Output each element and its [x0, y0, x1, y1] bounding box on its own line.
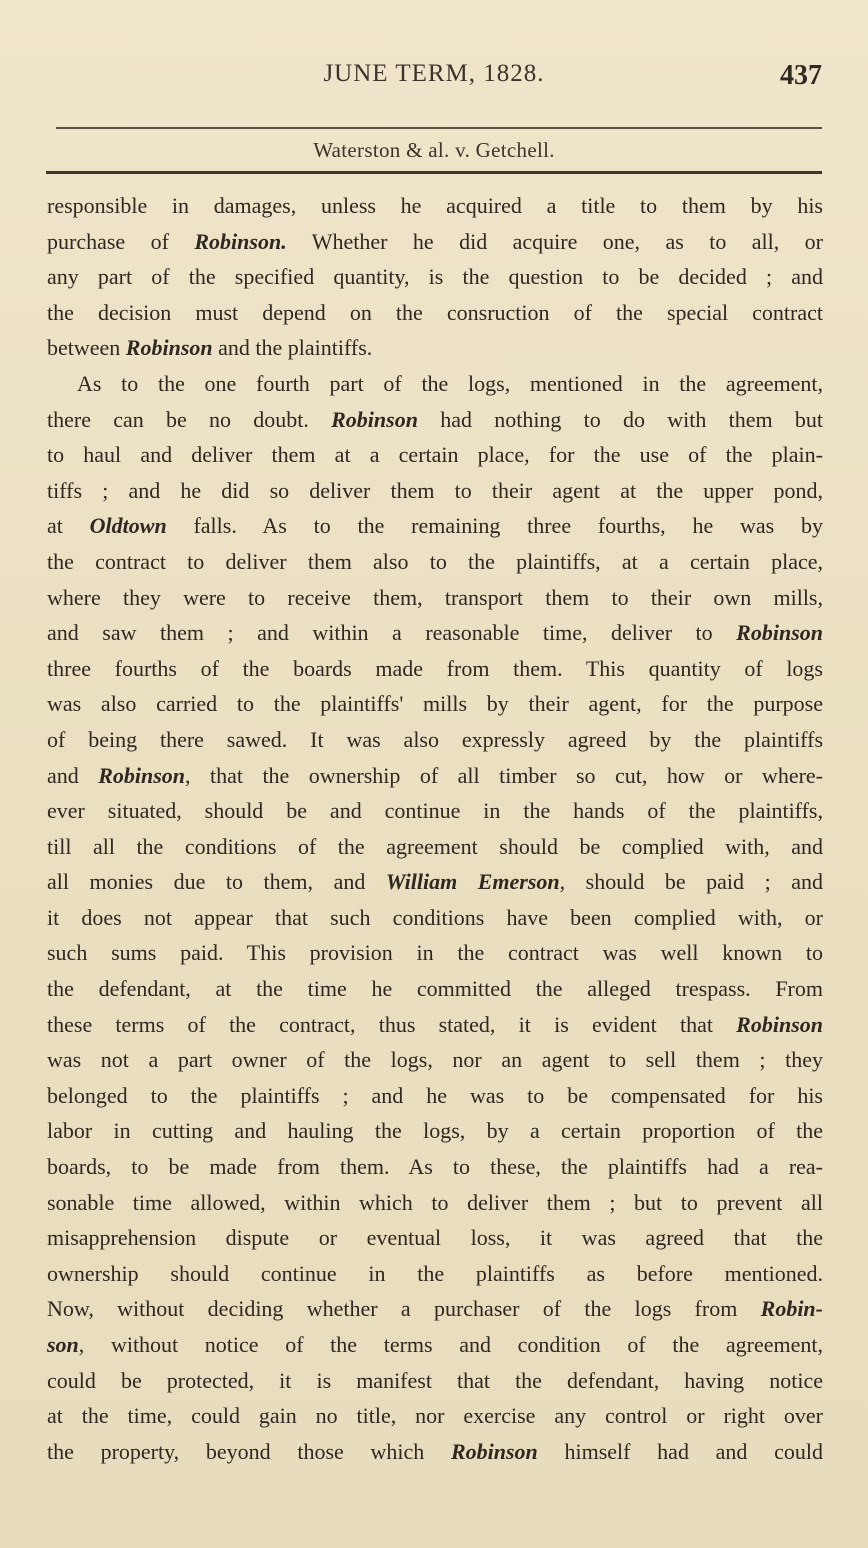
text-line: sonable time allowed, within which to deliver them ; but to prevent all: [47, 1189, 823, 1215]
text-line: the property, beyond those which Robinson himself had and could: [47, 1438, 823, 1464]
text-line: the contract to deliver them also to the plaintiffs, at a certain place,: [47, 548, 823, 574]
text-line: all monies due to them, and William Emerson, should be paid ; and: [47, 869, 823, 895]
text-line: boards, to be made from them. As to these, the plaintiffs had a rea-: [47, 1154, 823, 1180]
text-line: labor in cutting and hauling the logs, by a certain proportion of the: [47, 1118, 823, 1144]
text-line: the decision must depend on the consruction of the special contract: [47, 299, 823, 325]
text-line: purchase of Robinson. Whether he did acquire one, as to all, or: [47, 228, 824, 254]
top-rule: [56, 127, 822, 129]
text-line: these terms of the contract, thus stated, it is evident that Robinson: [47, 1011, 823, 1037]
text-line: such sums paid. This provision in the contract was well known to: [47, 940, 823, 966]
text-line: at Oldtown falls. As to the remaining three fourths, he was by: [47, 513, 823, 539]
text-line: tiffs ; and he did so deliver them to their agent at the upper pond,: [47, 477, 823, 503]
case-caption: Waterston & al. v. Getchell.: [313, 138, 555, 162]
text-line: and saw them ; and within a reasonable time, deliver to Robinson: [47, 620, 823, 646]
text-line: there can be no doubt. Robinson had nothing to do with them but: [47, 406, 824, 432]
text-line: it does not appear that such conditions have been complied with, or: [47, 904, 823, 930]
text-line: any part of the specified quantity, is the question to be decided ; and: [47, 264, 823, 290]
text-line: ever situated, should be and continue in the hands of the plaintiffs,: [47, 798, 823, 824]
text-line: between Robinson and the plaintiffs.: [47, 335, 373, 361]
text-line: son, without notice of the terms and condition of the agreement,: [47, 1332, 823, 1357]
text-line: misapprehension dispute or eventual loss, it was agreed that the: [47, 1225, 823, 1251]
text-line: was not a part owner of the logs, nor an agent to sell them ; they: [47, 1047, 823, 1073]
text-line: the defendant, at the time he committed the alleged trespass. From: [47, 976, 823, 1002]
text-line: ownership should continue in the plaintiffs as before mentioned.: [47, 1260, 823, 1286]
text-line: till all the conditions of the agreement should be complied with, and: [47, 833, 823, 859]
text-line: where they were to receive them, transport them to their own mills,: [47, 584, 823, 610]
bottom-rule: [46, 171, 822, 174]
text-line: responsible in damages, unless he acquired a title to them by his: [47, 193, 823, 218]
text-line: was also carried to the plaintiffs' mills by their agent, for the purpose: [47, 691, 823, 717]
text-line: to haul and deliver them at a certain place, for the use of the plain-: [47, 442, 823, 468]
text-line: and Robinson, that the ownership of all timber so cut, how or where-: [47, 762, 824, 788]
text-line: could be protected, it is manifest that the defendant, having notice: [47, 1367, 823, 1393]
text-line: at the time, could gain no title, nor exercise any control or right over: [47, 1403, 823, 1429]
text-line: As to the one fourth part of the logs, mentioned in the agreement,: [77, 370, 823, 396]
text-line: belonged to the plaintiffs ; and he was to be compensated for his: [47, 1082, 823, 1108]
body-text: [47, 188, 823, 1469]
running-head-title: JUNE TERM, 1828.: [323, 60, 545, 87]
page-number: 437: [780, 60, 822, 91]
text-line: three fourths of the boards made from them. This quantity of logs: [47, 655, 823, 681]
running-head: [0, 58, 868, 98]
text-line: of being there sawed. It was also expressly agreed by the plaintiffs: [47, 726, 823, 752]
text-line: Now, without deciding whether a purchaser of the logs from Robin-: [47, 1296, 823, 1322]
